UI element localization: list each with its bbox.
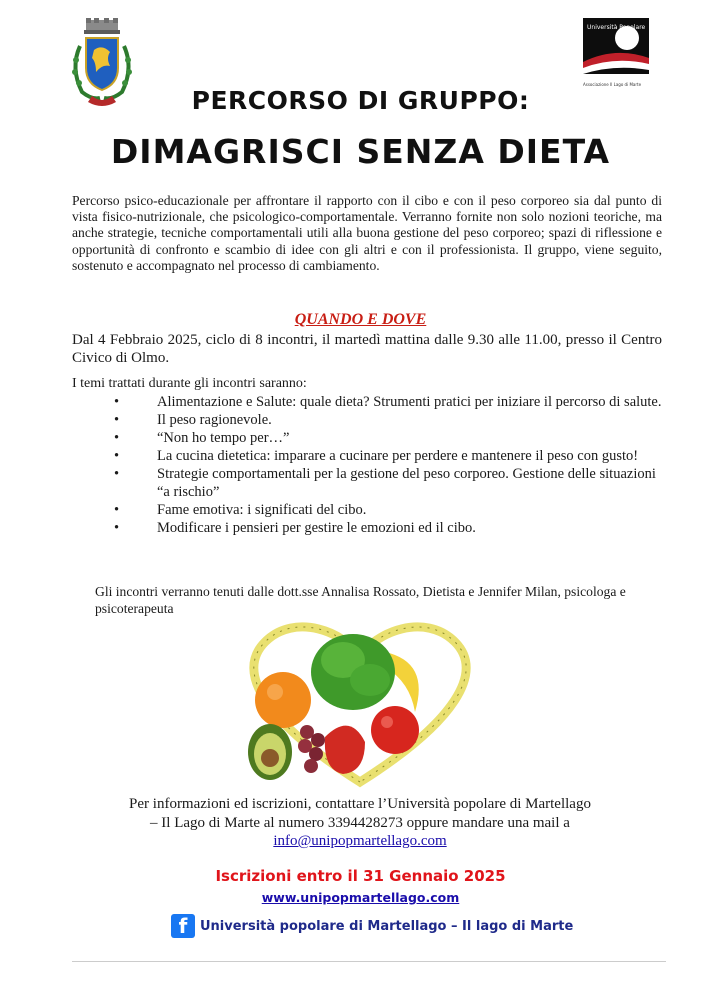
topics-list (114, 393, 662, 537)
when-where-text: Dal 4 Febbraio 2025, ciclo di 8 incontri, il martedì mattina dalle 9.30 alle 11.00, presso il Centro Civico di Olmo. (72, 332, 662, 366)
list-item (114, 411, 662, 429)
title-line-1: PERCORSO DI GRUPPO: (191, 86, 530, 115)
website (0, 890, 721, 905)
list-item (114, 519, 662, 537)
topic-text: La cucina dietetica: imparare a cucinare per perdere e mantenere il peso con gusto! (157, 448, 639, 464)
divider (72, 961, 666, 962)
bullet: • (114, 520, 120, 536)
topic-text: Modificare i pensieri per gestire le emozioni ed il cibo. (157, 520, 476, 536)
facebook-page-link[interactable] (171, 913, 573, 939)
list-item (114, 393, 662, 411)
list-item (114, 429, 662, 447)
topic-text: Il peso ragionevole. (157, 412, 272, 428)
intro-paragraph: Percorso psico-educazionale per affrontare il rapporto con il cibo e con il peso corporeo sia dal punto di vista fisico-nutrizionale, che psicologico-comportamentale. Verranno fornite non solo nozioni teoriche, ma anche strategie, tecniche comportamentali utili alla buona gestione del peso corporeo; spazi di riflessione e opportunità di confronto e scambio di idee con gli altri e con il professionista. Il gruppo, viene seguito, sostenuto e accompagnato nel processo di cambiamento. (72, 193, 662, 273)
healthy-food-illustration (225, 612, 495, 792)
topic-text: “Non ho tempo per…” (157, 430, 290, 446)
contact-line-2: – Il Lago di Marte al numero 3394428273 oppure mandare una mail a (150, 814, 570, 831)
svg-text:Università Popolare: Università Popolare (587, 24, 646, 31)
bullet: • (114, 394, 120, 410)
topic-text: Strategie comportamentali per la gestione del peso corporeo. Gestione delle situazioni “a rischio” (157, 466, 656, 500)
topic-text: Alimentazione e Salute: quale dieta? Strumenti pratici per iniziare il percorso di salute. (157, 394, 662, 410)
contact-line-1: Per informazioni ed iscrizioni, contattare l’Università popolare di Martellago (129, 796, 591, 812)
topics-intro: I temi trattati durante gli incontri saranno: (72, 376, 307, 391)
bullet: • (114, 412, 120, 428)
email-link[interactable]: info@unipopmartellago.com (273, 833, 447, 849)
title-line-2: DIMAGRISCI SENZA DIETA (110, 132, 611, 171)
bullet: • (114, 430, 120, 446)
university-logo (579, 16, 653, 92)
when-where-heading: QUANDO E DOVE (294, 311, 427, 328)
svg-text:Associazione Il Lago di Marte: Associazione Il Lago di Marte (583, 82, 642, 87)
facebook-page-label[interactable]: Università popolare di Martellago – Il lago di Marte (200, 918, 574, 934)
list-item (114, 447, 662, 465)
facebook-icon[interactable]: f (171, 914, 195, 938)
bullet: • (114, 502, 120, 518)
contact-info (60, 795, 660, 851)
bullet: • (114, 448, 120, 464)
list-item (114, 501, 662, 519)
website-link[interactable]: www.unipopmartellago.com (261, 890, 460, 905)
speakers-text: Gli incontri verranno tenuti dalle dott.sse Annalisa Rossato, Dietista e Jennifer Milan, psicologa e psicoterapeuta (95, 584, 626, 616)
list-item (114, 465, 662, 501)
registration-deadline: Iscrizioni entro il 31 Gennaio 2025 (215, 867, 506, 885)
bullet: • (114, 466, 120, 482)
topic-text: Fame emotiva: i significati del cibo. (157, 502, 367, 518)
